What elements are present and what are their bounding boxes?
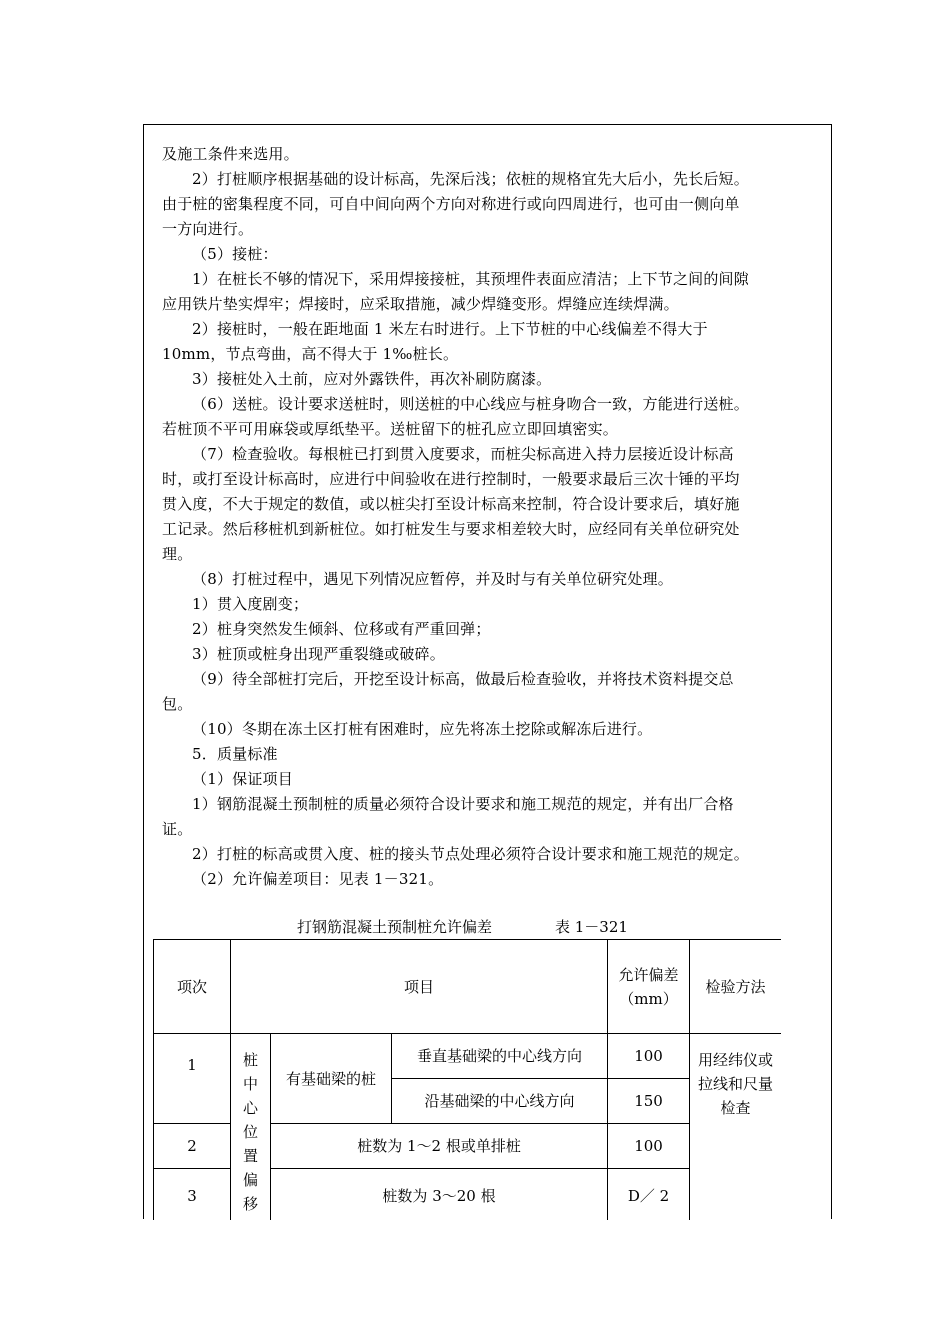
paragraph: 由于桩的密集程度不同，可自中间向两个方向对称进行或向四周进行，也可由一侧向单 [162,195,740,213]
paragraph: 工记录。然后移桩机到新桩位。如打桩发生与要求相差较大时，应经同有关单位研究处 [162,520,740,538]
tolerance-table [153,939,781,1220]
paragraph: 2）打桩顺序根据基础的设计标高，先深后浅；依桩的规格宜先大后小，先长后短。 [192,170,749,188]
row-value: 100 [608,1034,690,1079]
paragraph: 2）桩身突然发生倾斜、位移或有严重回弹； [192,620,491,638]
paragraph: 1）钢筋混凝土预制桩的质量必须符合设计要求和施工规范的规定，并有出厂合格 [192,795,734,813]
paragraph: 时，或打至设计标高时，应进行中间验收在进行控制时，一般要求最后三次十锤的平均 [162,470,740,488]
header-method: 检验方法 [690,940,781,1034]
table-caption-title: 打钢筋混凝土预制桩允许偏差 [297,918,493,936]
header-index: 项次 [154,940,231,1034]
header-tolerance: 允许偏差（mm） [608,940,690,1034]
paragraph: 10mm，节点弯曲，高不得大于 1‰桩长。 [162,345,459,363]
table-caption-number: 表 1－321 [555,918,628,936]
paragraph: 证。 [162,820,193,838]
row-index: 1 [154,1034,231,1124]
section-heading: 5．质量标准 [192,745,278,763]
row-description: 桩数为 1～2 根或单排桩 [271,1124,608,1169]
paragraph: 应用铁片垫实焊牢；焊接时，应采取措施，减少焊缝变形。焊缝应连续焊满。 [162,295,679,313]
paragraph: （1）保证项目 [192,770,293,788]
header-item: 项目 [231,940,608,1034]
row-value: D／ 2 [608,1169,690,1221]
row-index: 2 [154,1124,231,1169]
paragraph: （6）送桩。设计要求送桩时，则送桩的中心线应与桩身吻合一致，方能进行送桩。 [192,395,749,413]
paragraph: （5）接桩： [192,245,278,263]
row-description: 桩数为 3～20 根 [271,1169,608,1221]
paragraph: 包。 [162,695,193,713]
row-index: 3 [154,1169,231,1221]
body-text [162,142,812,892]
paragraph: （10）冬期在冻土区打桩有困难时，应先将冻土挖除或解冻后进行。 [192,720,653,738]
paragraph: （8）打桩过程中，遇见下列情况应暂停，并及时与有关单位研究处理。 [192,570,673,588]
paragraph: （9）待全部桩打完后，开挖至设计标高，做最后检查验收，并将技术资料提交总 [192,670,734,688]
paragraph: 1）在桩长不够的情况下，采用焊接接桩，其预埋件表面应清洁；上下节之间的间隙 [192,270,749,288]
paragraph: （7）检查验收。每根桩已打到贯入度要求，而桩尖标高进入持力层接近设计标高 [192,445,734,463]
subgroup-label: 有基础梁的桩 [271,1034,392,1124]
paragraph: 3）桩顶或桩身出现严重裂缝或破碎。 [192,645,445,663]
row-description: 垂直基础梁的中心线方向 [392,1034,608,1079]
paragraph: （2）允许偏差项目：见表 1－321。 [192,870,444,888]
group-label: 桩中心位置偏移 [242,1051,258,1213]
row-value: 150 [608,1079,690,1124]
inspection-method: 用经纬仪或拉线和尺量检查 [690,1034,781,1221]
paragraph: 贯入度，不大于规定的数值，或以桩尖打至设计标高来控制，符合设计要求后，填好施 [162,495,740,513]
paragraph: 若桩顶不平可用麻袋或厚纸垫平。送桩留下的桩孔应立即回填密实。 [162,420,619,438]
paragraph: 理。 [162,545,193,563]
table-header-row [154,940,782,1034]
paragraph: 3）接桩处入土前，应对外露铁件，再次补刷防腐漆。 [192,370,552,388]
paragraph: 及施工条件来选用。 [162,145,299,163]
paragraph: 一方向进行。 [162,220,254,238]
paragraph: 1）贯入度剧变； [192,595,309,613]
paragraph: 2）接桩时，一般在距地面 1 米左右时进行。上下节桩的中心线偏差不得大于 [192,320,708,338]
table-row [154,1034,782,1079]
group-label-cell [231,1034,271,1221]
paragraph: 2）打桩的标高或贯入度、桩的接头节点处理必须符合设计要求和施工规范的规定。 [192,845,749,863]
row-description: 沿基础梁的中心线方向 [392,1079,608,1124]
row-value: 100 [608,1124,690,1169]
